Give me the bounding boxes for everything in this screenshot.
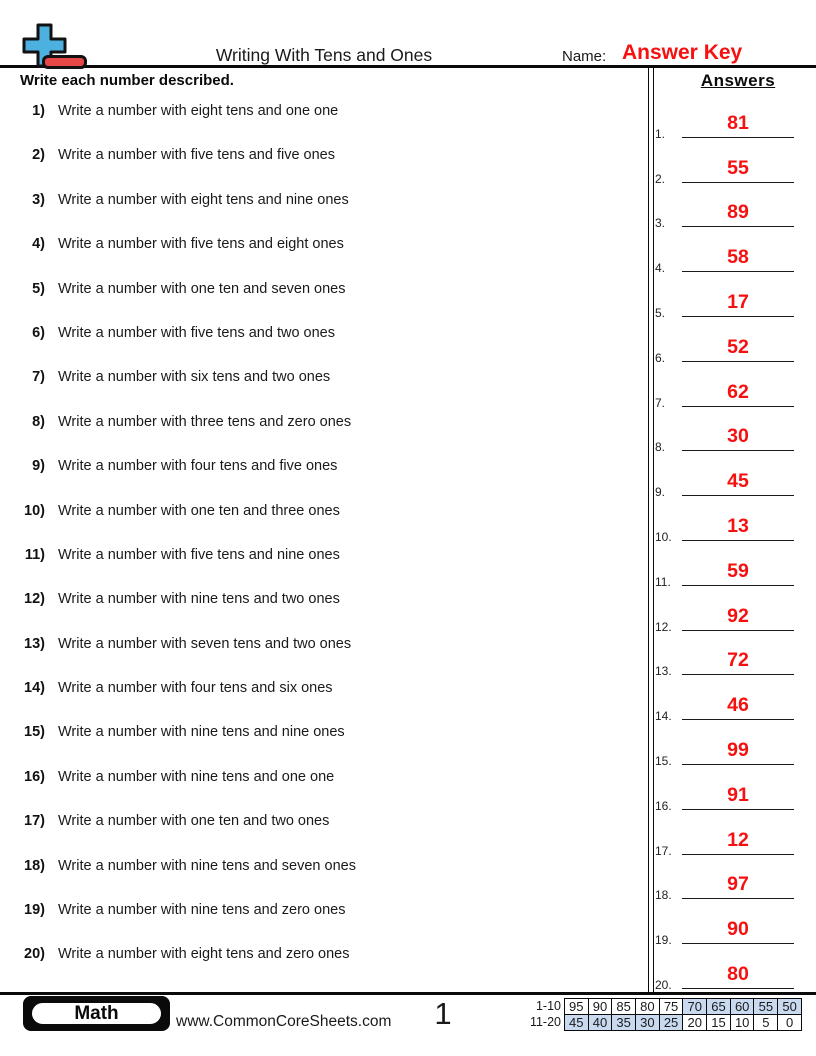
answer-number: 11. [655,574,671,589]
answer-number: 5. [655,305,666,320]
answer-value: 17 [727,290,749,313]
answer-number: 17. [655,843,672,858]
answer-number: 7. [655,395,666,410]
grading-cell: 20 [682,1014,707,1031]
answer-row [648,855,816,903]
grading-row-label: 1-10 [535,999,561,1013]
question-text: Write a number with nine tens and seven ones [58,857,356,874]
answer-number: 14. [655,709,672,724]
name-label: Name: [562,48,607,65]
question-row [0,236,640,280]
question-text: Write a number with nine tens and zero ones [58,902,346,919]
answer-row [648,138,816,186]
question-text: Write a number with five tens and nine ones [58,546,340,563]
answer-row [648,317,816,365]
minus-icon [42,55,87,69]
question-number: 7) [32,369,45,386]
answer-row [648,496,816,544]
answer-line [682,988,794,989]
question-row [0,724,640,768]
answer-row [648,810,816,858]
question-text: Write a number with eight tens and one one [58,103,339,119]
question-row [0,591,640,635]
question-text: Write a number with three tens and zero ones [58,413,352,430]
question-number: 13) [24,635,45,652]
question-text: Write a number with four tens and five ones [58,458,338,475]
answer-row [648,631,816,679]
answer-number: 6. [655,350,666,365]
grading-cell: 25 [659,1014,684,1031]
answer-number: 20. [655,977,672,992]
answer-value: 58 [727,246,749,269]
question-number: 20) [24,946,45,963]
question-text: Write a number with five tens and two ones [58,324,335,341]
question-text: Write a number with four tens and six ones [58,680,333,697]
grading-cell: 45 [564,1014,589,1031]
grading-cell: 85 [611,998,636,1015]
answer-row [648,765,816,813]
answer-number: 10. [655,529,672,544]
answer-number: 16. [655,798,672,813]
subject-badge [23,996,170,1031]
answer-row [648,675,816,724]
commoncoresheets-logo [20,22,90,72]
grading-cell: 75 [659,998,684,1015]
answer-number: 18. [655,888,672,903]
question-row [0,281,640,325]
answer-number: 3. [655,216,666,231]
answer-row [648,720,816,768]
answer-value: 81 [727,111,749,134]
grading-cell: 80 [635,998,660,1015]
question-number: 18) [24,857,45,874]
question-text: Write a number with seven tens and two ones [58,635,352,652]
grading-cell: 95 [564,998,589,1015]
question-row [0,547,640,591]
answer-number: 13. [655,664,672,679]
grading-cell: 35 [611,1014,636,1031]
grading-cell: 60 [730,998,755,1015]
question-text: Write a number with nine tens and two ones [58,591,340,608]
question-number: 12) [24,591,45,608]
website-text: www.CommonCoreSheets.com [176,1013,392,1030]
question-row [0,813,640,857]
question-row [0,103,640,147]
question-text: Write a number with one ten and three ones [58,502,340,519]
question-row [0,680,640,724]
answer-number: 4. [655,261,666,276]
answer-value: 46 [727,694,749,717]
question-row [0,769,640,813]
question-text: Write a number with nine tens and nine ones [58,724,345,741]
question-number: 5) [32,280,45,297]
answer-value: 89 [727,201,749,224]
answer-value: 72 [727,649,749,672]
question-number: 4) [32,236,45,253]
answer-value: 59 [727,559,749,582]
question-row [0,902,640,946]
question-number: 19) [24,902,45,919]
grading-cell: 15 [706,1014,731,1031]
page-number: 1 [434,996,452,1031]
question-row [0,192,640,236]
answer-row [648,227,816,276]
answers-list [648,93,816,992]
question-number: 14) [24,680,45,697]
answer-number: 2. [655,171,666,186]
answer-value: 97 [727,873,749,896]
grading-row [528,1014,802,1031]
question-number: 16) [24,768,45,785]
answer-number: 8. [655,440,666,455]
grading-cell: 65 [706,998,731,1015]
answer-number: 19. [655,933,672,948]
question-row [0,458,640,502]
footer-divider [0,992,816,995]
answer-row [648,586,816,634]
question-text: Write a number with six tens and two ones [58,369,331,386]
answer-row [648,272,816,320]
question-text: Write a number with five tens and five ones [58,147,335,164]
header-divider [0,65,816,68]
grading-row-label: 11-20 [529,1015,561,1029]
question-number: 8) [32,413,45,430]
question-number: 2) [32,147,45,164]
answer-row [648,451,816,500]
answer-row [648,944,816,992]
answer-value: 30 [727,425,749,448]
grading-cell: 40 [588,1014,613,1031]
answer-value: 91 [727,783,749,806]
answer-number: 1. [655,126,666,141]
question-row [0,369,640,413]
question-number: 15) [24,724,45,741]
grading-cell: 30 [635,1014,660,1031]
grading-cell: 50 [777,998,802,1015]
answer-key-text: Answer Key [622,41,743,64]
instruction-text: Write each number described. [20,72,234,89]
answer-value: 12 [727,828,749,851]
question-number: 17) [24,813,45,830]
answer-value: 13 [727,514,749,537]
question-text: Write a number with nine tens and one one [58,768,335,785]
question-row [0,946,640,990]
answer-number: 9. [655,485,666,500]
answer-value: 92 [727,604,749,627]
questions-list [0,103,640,991]
answer-row [648,541,816,589]
question-number: 1) [32,103,45,119]
answer-value: 45 [727,470,749,493]
question-text: Write a number with five tens and eight ones [58,236,344,253]
answer-value: 62 [727,380,749,403]
answer-value: 80 [727,962,749,985]
grading-table [528,998,802,1031]
answer-number: 15. [655,753,672,768]
grading-cell: 0 [777,1014,802,1031]
answer-value: 99 [727,738,749,761]
subject-label: Math [29,1000,164,1027]
question-row [0,636,640,680]
grading-cell: 55 [753,998,778,1015]
grading-cell: 5 [753,1014,778,1031]
question-row [0,858,640,902]
grading-cell: 10 [730,1014,755,1031]
answer-row [648,93,816,141]
question-number: 10) [24,502,45,519]
question-number: 11) [24,546,45,563]
page-title: Writing With Tens and Ones [215,45,433,65]
grading-cell: 70 [682,998,707,1015]
question-number: 6) [32,324,45,341]
question-row [0,147,640,191]
answer-row [648,362,816,410]
answer-row [648,183,816,231]
question-row [0,414,640,458]
answer-value: 55 [727,156,749,179]
question-row [0,503,640,547]
question-number: 3) [32,191,45,208]
grading-cell: 90 [588,998,613,1015]
answer-number: 12. [655,619,672,634]
grading-row [528,998,802,1015]
answer-row [648,899,816,948]
question-text: Write a number with eight tens and nine ones [58,191,349,208]
answer-row [648,407,816,455]
answer-value: 52 [727,335,749,358]
answer-value: 90 [727,918,749,941]
answers-title: Answers [700,71,776,90]
question-row [0,325,640,369]
question-text: Write a number with one ten and two ones [58,813,330,830]
question-text: Write a number with eight tens and zero ones [58,946,350,963]
question-text: Write a number with one ten and seven ones [58,280,346,297]
question-number: 9) [32,458,45,475]
